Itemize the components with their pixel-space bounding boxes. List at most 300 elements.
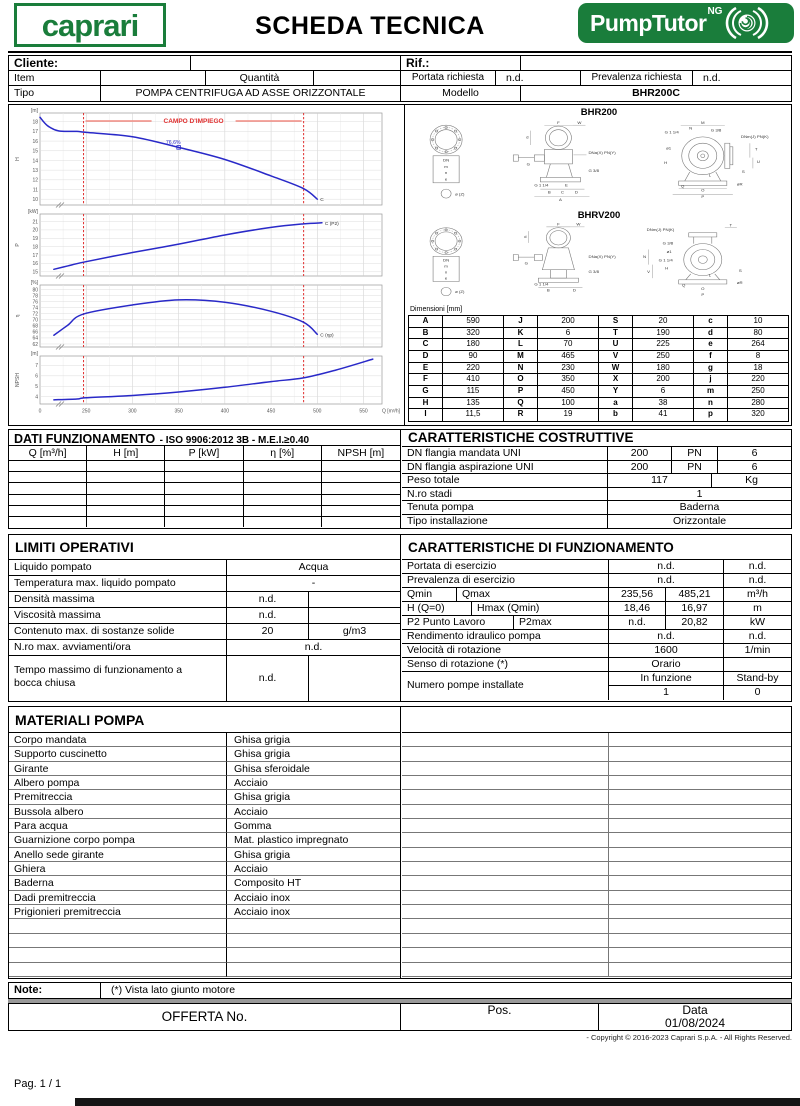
dim-letter-cell: I [409,409,443,421]
svg-text:[m]: [m] [31,350,38,357]
dim-label: ø1 [666,145,672,151]
dim-label: O [701,187,705,193]
material-value: Ghisa grigia [227,848,400,862]
col-value: 0 [754,686,761,698]
materiali-box [8,706,792,979]
row-label: N.ro max. avviamenti/ora [9,640,227,655]
dim-letter-cell: j [694,374,728,385]
empty-row [402,963,791,977]
quantita-value [314,71,401,85]
dim-label: G 1 1/4 [664,129,679,135]
row-unit [724,658,791,671]
dim-value-cell: 11,5 [443,409,504,421]
dim-label: G 1 1/4 [534,182,549,188]
svg-text:400: 400 [220,408,230,415]
dim-label: E [564,182,568,188]
notes-empty-header [402,707,791,733]
dim-letter-cell: c [694,316,728,327]
dim-label: F [557,120,560,125]
svg-text:17: 17 [32,252,38,259]
dim-letter-cell: V [599,351,633,362]
dim-letter-cell: R [504,409,538,421]
dimensions-row [409,328,788,340]
info-row-item [9,71,791,86]
limiti-row [9,608,400,624]
dim-letter-cell: B [409,328,443,339]
dim-label: DNm(J) PN(K) [740,134,769,139]
row-unit [309,656,400,701]
svg-text:11: 11 [32,187,38,194]
dim-label: M [700,120,705,125]
dim-label: F [557,221,560,227]
funzionamento-row [402,588,791,602]
funzionamento-row [402,574,791,588]
row-unit: n.d. [748,630,767,642]
materiali-pompa-section [9,707,401,978]
row-label: Tipo installazione [402,515,608,529]
svg-text:[kW]: [kW] [28,208,38,215]
dim-letter-cell: G [409,386,443,397]
dim-value-cell: 180 [443,339,504,350]
empty-row [402,934,791,948]
dim-label: G 1 1/4 [658,257,673,263]
dim-value-cell: 200 [633,374,694,385]
row-value: Acqua [298,561,329,573]
caprari-logo-text: caprari [41,7,139,43]
dim-value-cell: 280 [751,397,765,407]
row-value: n.d. [609,560,724,573]
tipo-value: POMPA CENTRIFUGA AD ASSE ORIZZONTALE [101,86,401,101]
row-label: P2 Punto Lavoro [402,616,514,629]
row-value: 485,21 [666,588,724,601]
dim-value-cell: 590 [443,316,504,327]
dim-letter-cell: S [599,316,633,327]
empty-row [402,905,791,919]
row-value: 20,82 [666,616,724,629]
row-label: H (Q=0) [402,602,472,615]
dim-value-cell: 41 [633,409,694,421]
page-title: SCHEDA TECNICA [255,12,485,40]
svg-text:76,6%: 76,6% [165,140,181,147]
dimensions-row [409,316,788,328]
funzionamento-row [402,658,791,672]
row-value: PN [672,447,718,460]
materiali-rows [9,733,400,919]
dim-value-cell: 200 [538,316,599,327]
item-value [101,71,206,85]
material-value: Gomma [227,819,400,833]
dim-label: Q [682,282,686,288]
dim-label: m [444,263,448,269]
dim-value-cell: 90 [443,351,504,362]
in-funzione-cell [609,672,724,700]
row-label: Temperatura max. liquido pompato [9,576,227,591]
material-value: Composito HT [227,876,400,890]
empty-row [402,891,791,905]
dimensions-row [409,363,788,375]
row-value: PN [672,461,718,474]
svg-text:15: 15 [32,148,38,155]
dati-empty-rows [9,461,400,527]
material-empty-row [9,948,400,962]
empty-row [402,848,791,862]
prevalenza-richiesta-value: n.d. [703,72,721,84]
costruttive-row [402,501,791,515]
rif-label: Rif.: [401,56,521,70]
data-label: Data [682,1004,708,1017]
tipo-label: Tipo [9,86,101,101]
dim-label: d [524,234,527,239]
material-label: Dadi premitreccia [9,891,227,905]
row-label: Viscosità massima [9,608,227,623]
row-value: 6 [751,447,758,459]
row-label: Prevalenza di esercizio [402,574,609,587]
row-label: Tempo massimo di funzionamento a bocca chiusa [9,656,227,701]
row-value: n.d. [227,608,309,623]
dim-label: L [708,172,712,178]
dim-label: G 3/8 [588,168,599,173]
row-unit: kW [749,616,766,628]
dim-letter-cell: m [694,386,728,397]
material-label: Prigionieri premitreccia [9,905,227,919]
dim-value-cell: 135 [443,398,504,409]
dim-letter-cell: O [504,374,538,385]
empty-row [402,833,791,847]
svg-text:550: 550 [359,408,368,415]
dim-label: B [547,189,551,195]
costruttive-row [402,488,791,502]
svg-text:80: 80 [32,287,38,294]
portata-richiesta-value: n.d. [496,71,581,85]
row-label: Portata di esercizio [402,560,609,573]
dati-column-header: η [%] [244,446,322,460]
dim-label: T [754,146,758,152]
offerta-label: OFFERTA No. [9,1004,401,1030]
dati-empty-row [9,472,400,483]
funzionamento-row [402,602,791,616]
row-label: Densità massima [9,592,227,607]
dim-label: DN [443,157,450,163]
svg-text:P: P [15,243,21,247]
row-value: Baderna [679,501,720,513]
note-text: (*) Vista lato giunto motore [111,984,236,996]
dim-value-cell: 38 [633,398,694,409]
item-label: Item [9,71,101,85]
funzionamento-row [402,644,791,658]
svg-text:450: 450 [266,408,276,415]
dimensions-table-label: Dimensioni [mm] [410,306,463,313]
svg-text:14: 14 [32,158,38,165]
col-header: In funzione [609,672,723,686]
dim-label: d [526,134,529,140]
row-label: Qmin [402,588,457,601]
dati-costruttive-box [8,429,792,529]
col-header: Stand-by [724,672,791,686]
dim-value-cell: 410 [443,374,504,385]
row-value: 18,46 [609,602,666,615]
row-label: DN flangia aspirazione UNI [402,461,608,474]
section-title: LIMITI OPERATIVI [9,535,400,560]
empty-row [402,819,791,833]
dim-value-cell: 264 [751,339,765,349]
dim-letter-cell: Y [599,386,633,397]
dim-label: A [558,197,562,202]
limiti-row [9,656,400,701]
svg-text:16: 16 [32,261,38,268]
dim-value-cell: 70 [538,339,599,350]
svg-text:18: 18 [32,244,38,251]
material-empty-row [9,919,400,933]
funzionamento-row [402,560,791,574]
dim-label: O [701,286,705,291]
dim-value-cell: 220 [751,374,765,384]
dim-letter-cell: X [599,374,633,385]
limiti-row [9,640,400,656]
main-technical-box [8,104,792,426]
svg-text:350: 350 [174,408,183,415]
dim-label: W [577,120,582,125]
svg-text:68: 68 [32,323,38,330]
dim-value-cell: 320 [443,328,504,339]
dati-header-row [9,446,400,461]
dim-letter-cell: b [599,409,633,421]
svg-text:H: H [15,157,21,161]
material-label: Guarnizione corpo pompa [9,833,227,847]
dim-letter-cell: Q [504,398,538,409]
row-unit: g/m3 [342,625,367,637]
funzionamento-row-pumps [402,672,791,700]
order-info-table [8,55,792,102]
dim-label: V [647,269,651,274]
row-unit: m³/h [747,588,768,600]
empty-row [402,790,791,804]
row-value: Orizzontale [672,514,727,527]
row-label: Qmax [457,588,609,601]
row-value: 117 [608,474,712,487]
dim-label: DNm(J) PN(K) [646,227,675,232]
row-value: n.d. [304,641,323,653]
svg-text:16: 16 [32,138,38,145]
offer-footer-bar [8,1003,792,1031]
dim-label: N [643,254,647,259]
row-value: 200 [608,461,672,474]
dim-label: P [701,292,705,297]
standby-cell [724,672,791,700]
section-title: DATI FUNZIONAMENTO [14,432,156,446]
impeller-swirl-icon [724,5,770,41]
material-label: Ghiera [9,862,227,876]
svg-text:[m]: [m] [31,107,38,114]
portata-richiesta-label: Portata richiesta [401,71,496,85]
svg-text:500: 500 [313,408,322,415]
row-unit: Kg [745,474,758,486]
notes-empty-section [402,707,791,978]
dim-value-cell: 220 [443,363,504,374]
dim-label: ø (Z) [455,191,465,197]
dim-label: n [444,269,448,275]
data-cell [599,1004,791,1030]
svg-text:62: 62 [32,341,38,348]
row-value: n.d. [609,616,666,629]
data-value: 01/08/2024 [664,1016,726,1030]
limiti-row [9,592,400,608]
row-value: Orario [609,658,724,671]
row-label: Liquido pompato [9,560,227,575]
empty-row [402,762,791,776]
dim-label: ø (Z) [455,289,465,295]
row-unit: n.d. [748,574,767,586]
dim-label: Q [681,183,685,189]
dim-letter-cell: P [504,386,538,397]
dim-label: P [701,194,705,200]
materiali-empty-rows [9,919,400,976]
costruttive-row [402,515,791,529]
dim-label: G [526,161,530,167]
svg-text:C (P2): C (P2) [324,221,339,227]
row-label: Velocità di rotazione [402,644,609,657]
note-bar [8,982,792,999]
section-title: CARATTERISTICHE COSTRUTTIVE [402,430,791,447]
dim-label: N [689,125,693,131]
dim-letter-cell: a [599,398,633,409]
svg-text:250: 250 [82,408,91,415]
performance-charts-panel [9,105,405,425]
dim-value-cell: 20 [633,316,694,327]
material-label: Baderna [9,876,227,890]
row-value: n.d. [227,592,309,607]
row-unit: n.d. [748,560,767,572]
dim-value-cell: 6 [633,386,694,397]
material-value: Acciaio [227,805,400,819]
modello-value: BHR200C [632,87,680,99]
dim-label: H [664,160,668,165]
dati-empty-row [9,483,400,494]
dim-value-cell: 225 [633,339,694,350]
svg-text:300: 300 [128,408,137,415]
dim-label: D [574,189,578,195]
svg-text:66: 66 [32,329,38,336]
empty-row [402,862,791,876]
dim-label: S [738,268,742,274]
dim-letter-cell: n [694,398,728,409]
dati-column-header: NPSH [m] [337,447,385,459]
material-row [9,833,400,847]
dim-letter-cell: M [504,351,538,362]
empty-row [402,876,791,890]
row-value: 20 [227,624,309,639]
dim-label: G 3/8 [588,269,600,274]
page-number: Pag. 1 / 1 [14,1078,62,1090]
dim-letter-cell: C [409,339,443,350]
dim-value-cell: 465 [538,351,599,362]
row-label: Hmax (Qmin) [472,602,609,615]
dim-value-cell: 250 [633,351,694,362]
material-value: Acciaio [227,862,400,876]
dimensions-row [409,386,788,398]
section-title: CARATTERISTICHE DI FUNZIONAMENTO [402,535,791,560]
dim-value-cell: 8 [755,351,761,360]
dim-label: T [729,222,733,228]
material-value: Acciaio inox [227,905,400,919]
svg-text:15: 15 [32,269,38,276]
dim-value-cell: 6 [538,328,599,339]
dati-empty-row [9,461,400,472]
material-value: Ghisa sferoidale [227,762,400,776]
dim-value-cell: 350 [538,374,599,385]
dati-empty-row [9,517,400,527]
svg-text:6: 6 [35,373,38,380]
dati-funzionamento-title-row [9,430,400,446]
row-value: n.d. [227,656,309,701]
row-value: n.d. [609,630,724,643]
dim-label: øR [736,280,743,285]
dim-label: B [546,287,550,293]
dim-letter-cell: p [694,409,728,421]
dim-value-cell: 230 [538,363,599,374]
dim-letter-cell: f [694,351,728,362]
row-value: - [311,577,316,589]
dim-letter-cell: U [599,339,633,350]
material-row [9,819,400,833]
row-label: Tenuta pompa [402,501,608,514]
dim-letter-cell: L [504,339,538,350]
row-value: n.d. [609,574,724,587]
row-label: Rendimento idraulico pompa [402,630,609,643]
modello-label: Modello [401,86,521,101]
dim-label: G 1 1/4 [534,282,549,287]
dim-value-cell: 10 [753,316,763,325]
costruttive-row [402,461,791,475]
dimensions-row [409,339,788,351]
row-unit: m [753,602,762,614]
note-label: Note: [9,983,101,998]
material-label: Albero pompa [9,776,227,790]
dim-letter-cell: J [504,316,538,327]
dim-value-cell: 115 [443,386,504,397]
drawings-panel [406,105,792,425]
dim-letter-cell: A [409,316,443,327]
pumptutor-logo-text: PumpTutor [590,9,707,36]
dim-label: S [741,169,745,174]
dim-label: n [444,170,448,176]
row-value: 1600 [609,644,724,657]
dati-empty-row [9,495,400,506]
pumptutor-logo [578,3,794,43]
svg-text:[%]: [%] [30,279,38,286]
funzionamento-section [402,535,791,701]
row-value: 1 [696,487,703,500]
dati-empty-row [9,506,400,517]
svg-text:C (ηp): C (ηp) [320,333,334,339]
svg-text:18: 18 [32,119,38,126]
row-value: 16,97 [666,602,724,615]
dim-label: L [708,272,712,278]
row-value: 200 [608,447,672,460]
empty-row [402,948,791,962]
costruttive-row [402,447,791,461]
dim-label: H [665,266,669,271]
limiti-row [9,624,400,640]
svg-text:10: 10 [32,196,38,203]
row-unit: 1/min [744,644,771,656]
svg-text:12: 12 [32,177,38,184]
svg-text:78: 78 [32,293,38,300]
dim-value-cell: 320 [751,409,765,419]
dim-value-cell: 100 [538,398,599,409]
material-row [9,891,400,905]
material-row [9,790,400,804]
caprari-logo [14,3,166,47]
